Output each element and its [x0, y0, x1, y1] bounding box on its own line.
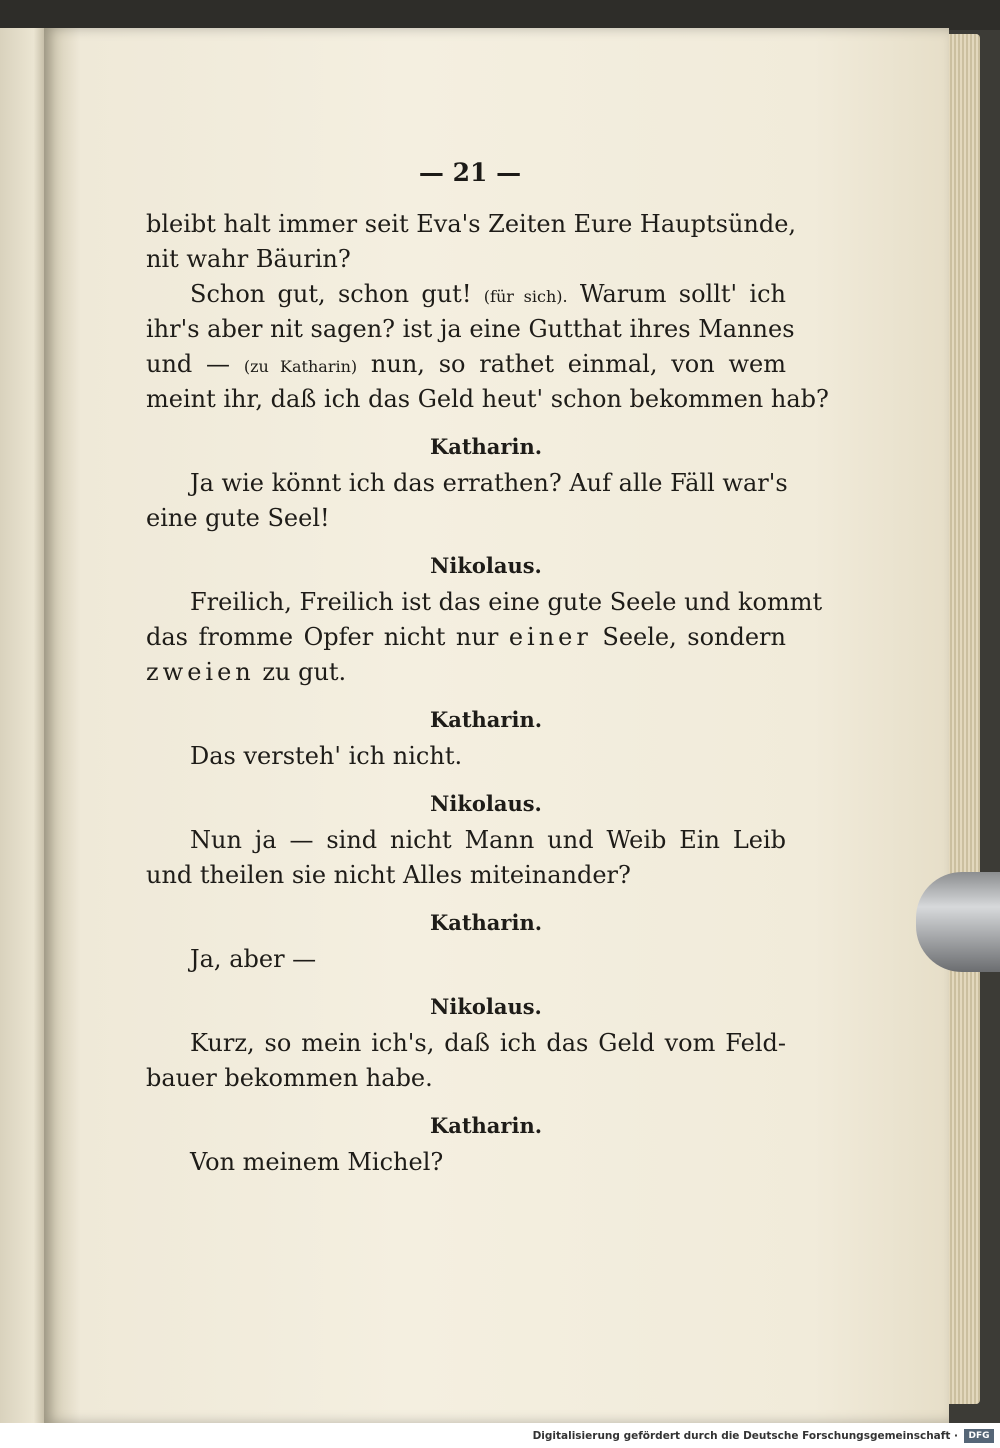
speaker-name: Katharin.	[429, 910, 543, 935]
speaker-name: Katharin.	[429, 707, 543, 732]
stage-direction: (für sich).	[483, 287, 568, 306]
text-span: zu gut.	[254, 658, 347, 686]
book-clamp	[916, 872, 1000, 972]
emphasis: einer	[508, 623, 592, 651]
text-line	[146, 312, 795, 347]
text-line	[146, 823, 786, 858]
speaker-name: Katharin.	[429, 1113, 543, 1138]
text-span: und —	[146, 350, 244, 378]
page-text	[146, 207, 829, 1180]
text-line	[146, 1145, 786, 1180]
stage-direction: (zu Katharin)	[243, 357, 358, 376]
text-line	[146, 501, 786, 536]
text-span: Das versteh' ich nicht.	[190, 742, 463, 770]
text-span: Von meinem Michel?	[190, 1148, 444, 1176]
footer-credit: Digitalisierung gefördert durch die Deutsche Forschungsgemeinschaft ·	[532, 1430, 958, 1442]
text-span: nun, so rathet einmal, von wem	[357, 350, 786, 378]
text-line	[146, 620, 786, 655]
text-line	[146, 382, 829, 417]
text-span: Warum sollt' ich	[567, 280, 786, 308]
text-line	[146, 1061, 786, 1096]
text-line	[146, 858, 786, 893]
text-line	[146, 207, 797, 242]
text-span: Seele, sondern	[591, 623, 786, 651]
text-line	[146, 242, 786, 277]
text-span: Ja, aber —	[190, 945, 317, 973]
text-line	[146, 466, 786, 501]
emphasis: zweien	[146, 658, 255, 686]
text-span: ihr's aber nit sagen? ist ja eine Gutthat ihres Mannes	[146, 315, 795, 343]
facing-page-edge	[0, 28, 48, 1423]
text-line	[146, 655, 786, 690]
text-span: nit wahr Bäurin?	[146, 245, 351, 273]
speaker-name: Nikolaus.	[430, 553, 542, 578]
text-line	[146, 739, 786, 774]
text-line	[146, 347, 786, 382]
text-span: Schon gut, schon gut!	[190, 280, 484, 308]
text-span: bleibt halt immer seit Eva's Zeiten Eure Hauptsünde,	[146, 210, 797, 238]
text-line	[146, 277, 786, 312]
text-span: meint ihr, daß ich das Geld heut' schon bekommen hab?	[146, 385, 829, 413]
speaker-name: Nikolaus.	[430, 791, 542, 816]
page-number: — 21 —	[418, 158, 522, 187]
text-span: das fromme Opfer nicht nur	[146, 623, 509, 651]
scan-background	[0, 0, 1000, 30]
text-line	[146, 585, 823, 620]
text-span: Freilich, Freilich ist das eine gute Seele und kommt	[190, 588, 823, 616]
text-span: eine gute Seel!	[146, 504, 330, 532]
text-span: Kurz, so mein ich's, daß ich das Geld vom Feld-	[190, 1029, 786, 1057]
text-span: Ja wie könnt ich das errathen? Auf alle Fäll war's	[190, 469, 788, 497]
dfg-logo: DFG	[964, 1429, 994, 1443]
text-span: Nun ja — sind nicht Mann und Weib Ein Leib	[190, 826, 786, 854]
speaker-name: Katharin.	[429, 434, 543, 459]
text-line	[146, 942, 786, 977]
speaker-name: Nikolaus.	[430, 994, 542, 1019]
text-span: bauer bekommen habe.	[146, 1064, 433, 1092]
text-line	[146, 1026, 786, 1061]
text-span: und theilen sie nicht Alles miteinander?	[146, 861, 631, 889]
